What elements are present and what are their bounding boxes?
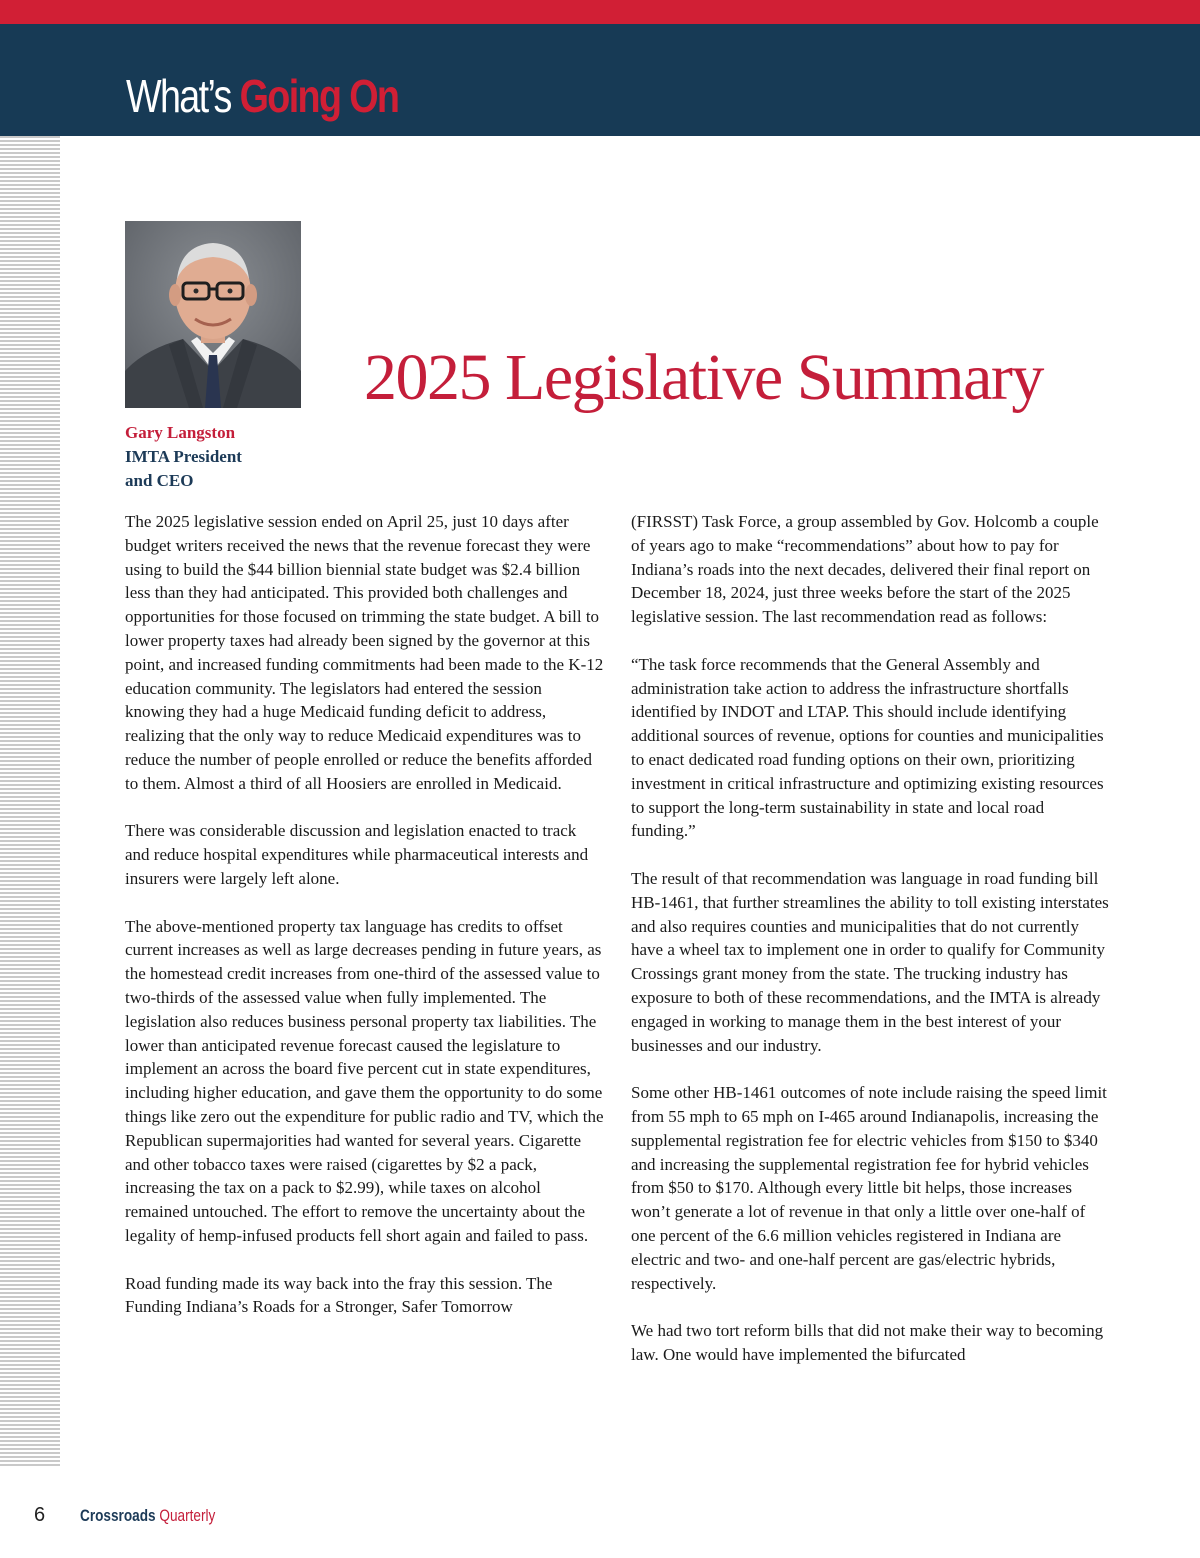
section-title-accent: Going On xyxy=(239,70,399,122)
author-byline xyxy=(125,421,242,493)
article-paragraph: Some other HB-1461 outcomes of note include raising the speed limit from 55 mph to 65 mph on I-465 around Indianapolis, increasing the supplemental registration fee for electric vehicles from $150 to $340 and increasing the supplemental registration fee for hybrid vehicles from $50 to $170. Although every little bit helps, those increases won’t generate a lot of revenue in that only a little over one-half of one percent of the 6.6 million vehicles registered in Indiana are electric and two- and one-half percent are gas/electric hybrids, respectively. xyxy=(631,1083,1107,1293)
article-paragraph: The result of that recommendation was language in road funding bill HB-1461, that further streamlines the ability to toll existing interstates and also requires counties and municipalities that do not currently have a wheel tax to implement one in order to qualify for Community Crossings grant money from the state. The trucking industry has exposure to both of these recommendations, and the IMTA is already engaged in working to manage them in the best interest of your businesses and our industry. xyxy=(631,868,1109,1055)
article-paragraph: We had two tort reform bills that did not make their way to becoming law. One would have implemented the bifurcated xyxy=(631,1321,1104,1364)
article-paragraph: There was considerable discussion and legislation enacted to track and reduce hospital expenditures while pharmaceutical interests and insurers were largely left alone. xyxy=(125,821,589,888)
section-banner xyxy=(0,24,1200,136)
article-title: 2025 Legislative Summary xyxy=(364,341,1043,414)
author-portrait xyxy=(125,221,301,408)
article-quote: “The task force recommends that the General Assembly and administration take action to address the infrastructure shortfalls identified by INDOT and LTAP. This should include identifying additional sources of revenue, options for counties and municipalities to enact dedicated road funding options on their own, prioritizing investment in critical infrastructure and optimizing existing resources to support the long-term sustainability in state and local road funding.” xyxy=(631,654,1104,841)
section-title-prefix: What’s xyxy=(126,70,231,122)
article-paragraph: (FIRSST) Task Force, a group assembled by Gov. Holcomb a couple of years ago to make “recommendations” about how to pay for Indiana’s roads into the next decades, delivered their final report on December 18, 2024, just three weeks before the start of the 2025 legislative session. The last recommendation read as follows: xyxy=(631,512,1099,627)
article-paragraph: The 2025 legislative session ended on April 25, just 10 days after budget writers received the news that the revenue forecast they were using to build the $44 billion biennial state budget was $2.4 billion less than they had anticipated. This provided both challenges and opportunities for those focused on trimming the state budget. A bill to lower property taxes had already been signed by the governor at this point, and increased funding commitments had been made to the K-12 education community. The legislators had entered the session knowing they had a huge Medicaid funding deficit to address, realizing that the only way to reduce Medicaid expenditures was to reduce the number of people enrolled or reduce the benefits afforded to them. Almost a third of all Hoosiers are enrolled in Medicaid. xyxy=(125,512,604,793)
portrait-photo-icon xyxy=(125,221,301,408)
article-column-left xyxy=(125,510,605,1319)
publication-name xyxy=(80,1506,215,1526)
article-paragraph: The above-mentioned property tax language has credits to offset current increases as well as large decreases pending in future years, as the homestead credit increases from one-third of the assessed value to two-thirds of the assessed value when fully implemented. The legislation also reduces business personal property tax liabilities. The lower than anticipated revenue forecast caused the legislature to implement an across the board five percent cut in state expenditures, including higher education, and gave them the opportunity to do some things like zero out the expenditure for public radio and TV, which the Republican supermajorities had wanted for several years. Cigarette and other tobacco taxes were raised (cigarettes by $2 a pack, increasing the tax on a pack to $2.99), while taxes on alcohol remained untouched. The effort to remove the uncertainty about the legality of hemp-infused products fell short again and failed to pass. xyxy=(125,916,604,1245)
section-title xyxy=(126,68,398,124)
article-column-right xyxy=(631,510,1111,1367)
decorative-side-stripes xyxy=(0,136,60,1466)
top-accent-bar xyxy=(0,0,1200,24)
author-title-line-2: and CEO xyxy=(125,471,194,490)
page-number: 6 xyxy=(34,1504,46,1526)
publication-name-bold: Crossroads xyxy=(80,1506,156,1525)
author-title-line-1: IMTA President xyxy=(125,447,242,466)
publication-name-light: Quarterly xyxy=(159,1506,216,1525)
author-name: Gary Langston xyxy=(125,423,236,442)
article-paragraph: Road funding made its way back into the fray this session. The Funding Indiana’s Roads for a Stronger, Safer Tomorrow xyxy=(125,1273,553,1317)
